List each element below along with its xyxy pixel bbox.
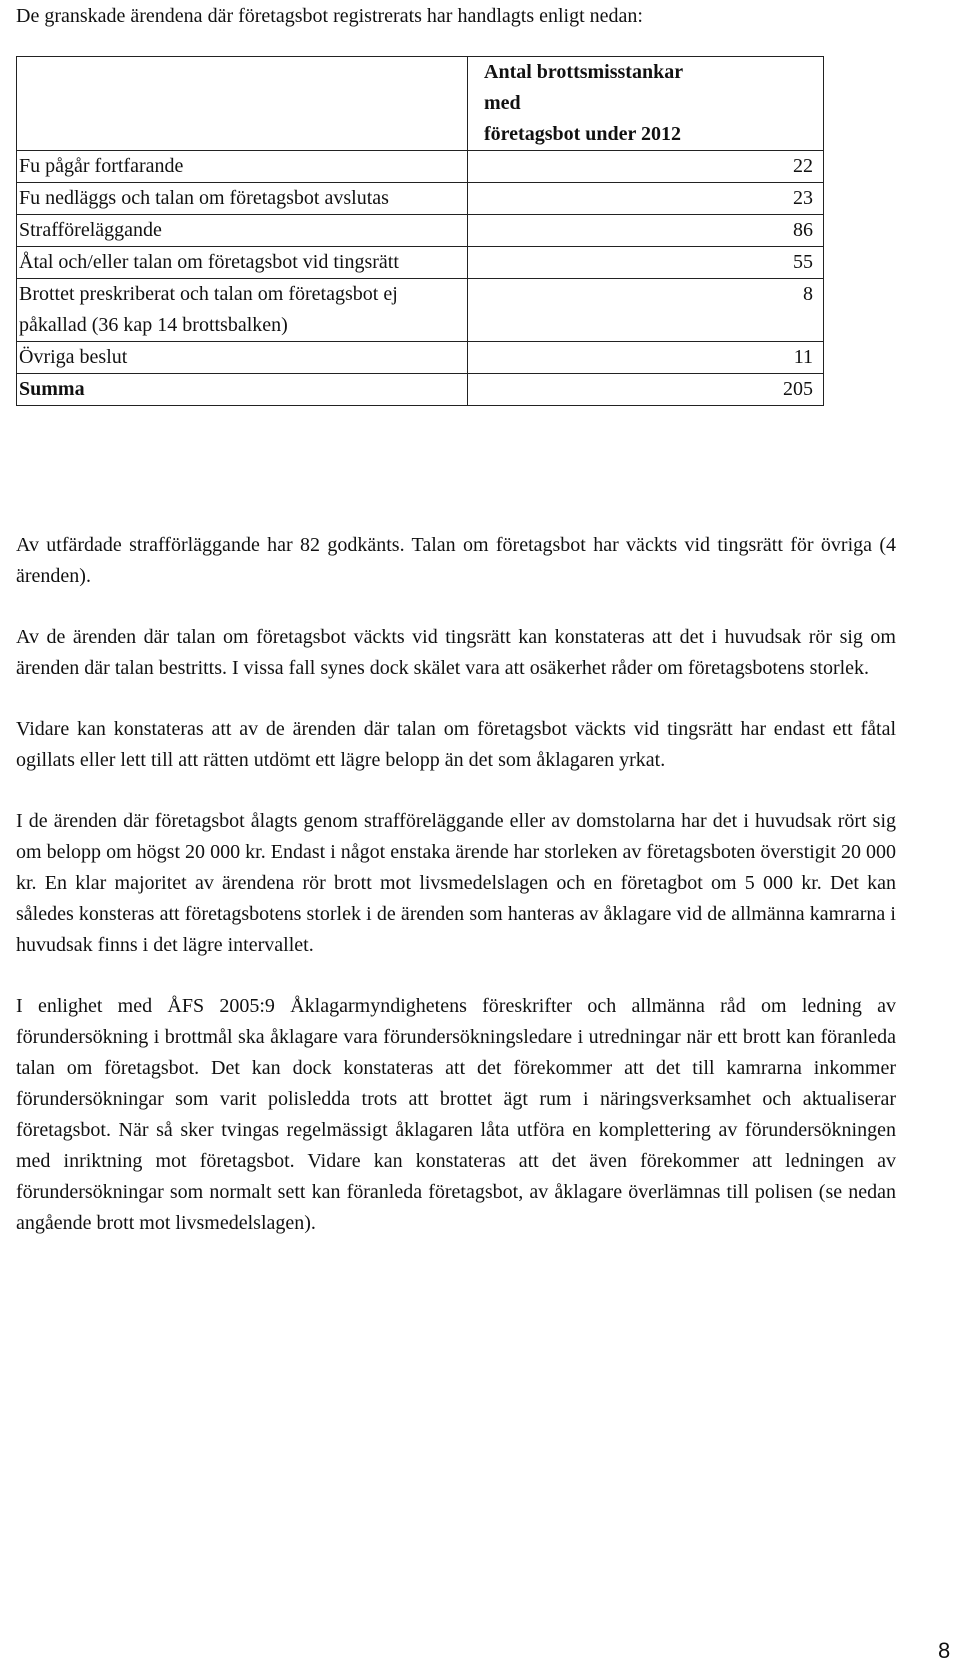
body-text [16,530,896,1269]
table-header-row [17,57,824,151]
row-value: 55 [468,247,824,279]
table-total-row [17,374,824,406]
table-header-empty-cell [17,57,468,151]
table-row [17,279,824,342]
table-header-line: företagsbot under 2012 [484,123,682,145]
row-label: Fu pågår fortfarande [17,151,468,183]
total-label: Summa [17,374,468,406]
row-value: 86 [468,215,824,247]
paragraph: I enlighet med ÅFS 2005:9 Åklagarmyndighetens föreskrifter och allmänna råd om ledning av förundersökning i brottmål ska åklagare vara förundersökningsledare i utredningar när ett brott kan föranleda talan om företagsbot. Det kan dock konstateras att det förekommer att det till kamrarna inkommer förundersökningar som varit polisledda trots att brottet ägt rum i näringsverksamhet och aktualiserar företagsbot. När så sker tvingas regelmässigt åklagaren låta utföra en komplettering av förundersökningen med inriktning mot företagsbot. Vidare kan konstateras att det även förekommer att ledningen av förundersökningar som normalt sett kan föranleda företagsbot, av åklagare överlämnas till polisen (se nedan angående brott mot livsmedelslagen). [16,995,896,1234]
paragraph: Av utfärdade strafförläggande har 82 godkänts. Talan om företagsbot har väckts vid tingsrätt för övriga (4 ärenden). [16,534,896,587]
table-row [17,215,824,247]
paragraph: Av de ärenden där talan om företagsbot väckts vid tingsrätt kan konstateras att det i huvudsak rör sig om ärenden där talan bestritts. I vissa fall synes dock skälet vara att osäkerhet råder om företagsbotens storlek. [16,626,896,679]
table-row [17,151,824,183]
row-label: Åtal och/eller talan om företagsbot vid tingsrätt [17,247,468,279]
table-row [17,342,824,374]
table-header-line: Antal brottsmisstankar [484,61,684,83]
intro-text: De granskade ärendena där företagsbot registrerats har handlagts enligt nedan: [16,5,643,27]
row-value: 23 [468,183,824,215]
table-header-line: med [484,92,521,114]
row-label: Fu nedläggs och talan om företagsbot avslutas [17,183,468,215]
paragraph: Vidare kan konstateras att av de ärenden där talan om företagsbot väckts vid tingsrätt har endast ett fåtal ogillats eller lett till att rätten utdömt ett lägre belopp än det som åklagaren yrkat. [16,718,896,771]
paragraph: I de ärenden där företagsbot ålagts genom strafföreläggande eller av domstolarna har det i huvudsak rört sig om belopp om högst 20 000 kr. Endast i något enstaka ärende har storleken av företagsboten överstigit 20 000 kr. En klar majoritet av ärendena rör brott mot livsmedelslagen och en företagbot om 5 000 kr. Det kan således konsteras att företagsbotens storlek i de ärenden som hanteras av åklagare vid de allmänna kamrarna i huvudsak finns i det lägre intervallet. [16,810,896,956]
row-label: Övriga beslut [17,342,468,374]
row-label: Strafföreläggande [17,215,468,247]
table-row [17,247,824,279]
row-value: 11 [468,342,824,374]
page-number: 8 [938,1638,951,1663]
table-row [17,183,824,215]
total-value: 205 [468,374,824,406]
row-value: 22 [468,151,824,183]
row-label: Brottet preskriberat och talan om företagsbot ej påkallad (36 kap 14 brottsbalken) [17,279,468,342]
row-value: 8 [468,279,824,342]
table-header-cell [468,57,824,151]
case-summary-table [16,56,824,406]
